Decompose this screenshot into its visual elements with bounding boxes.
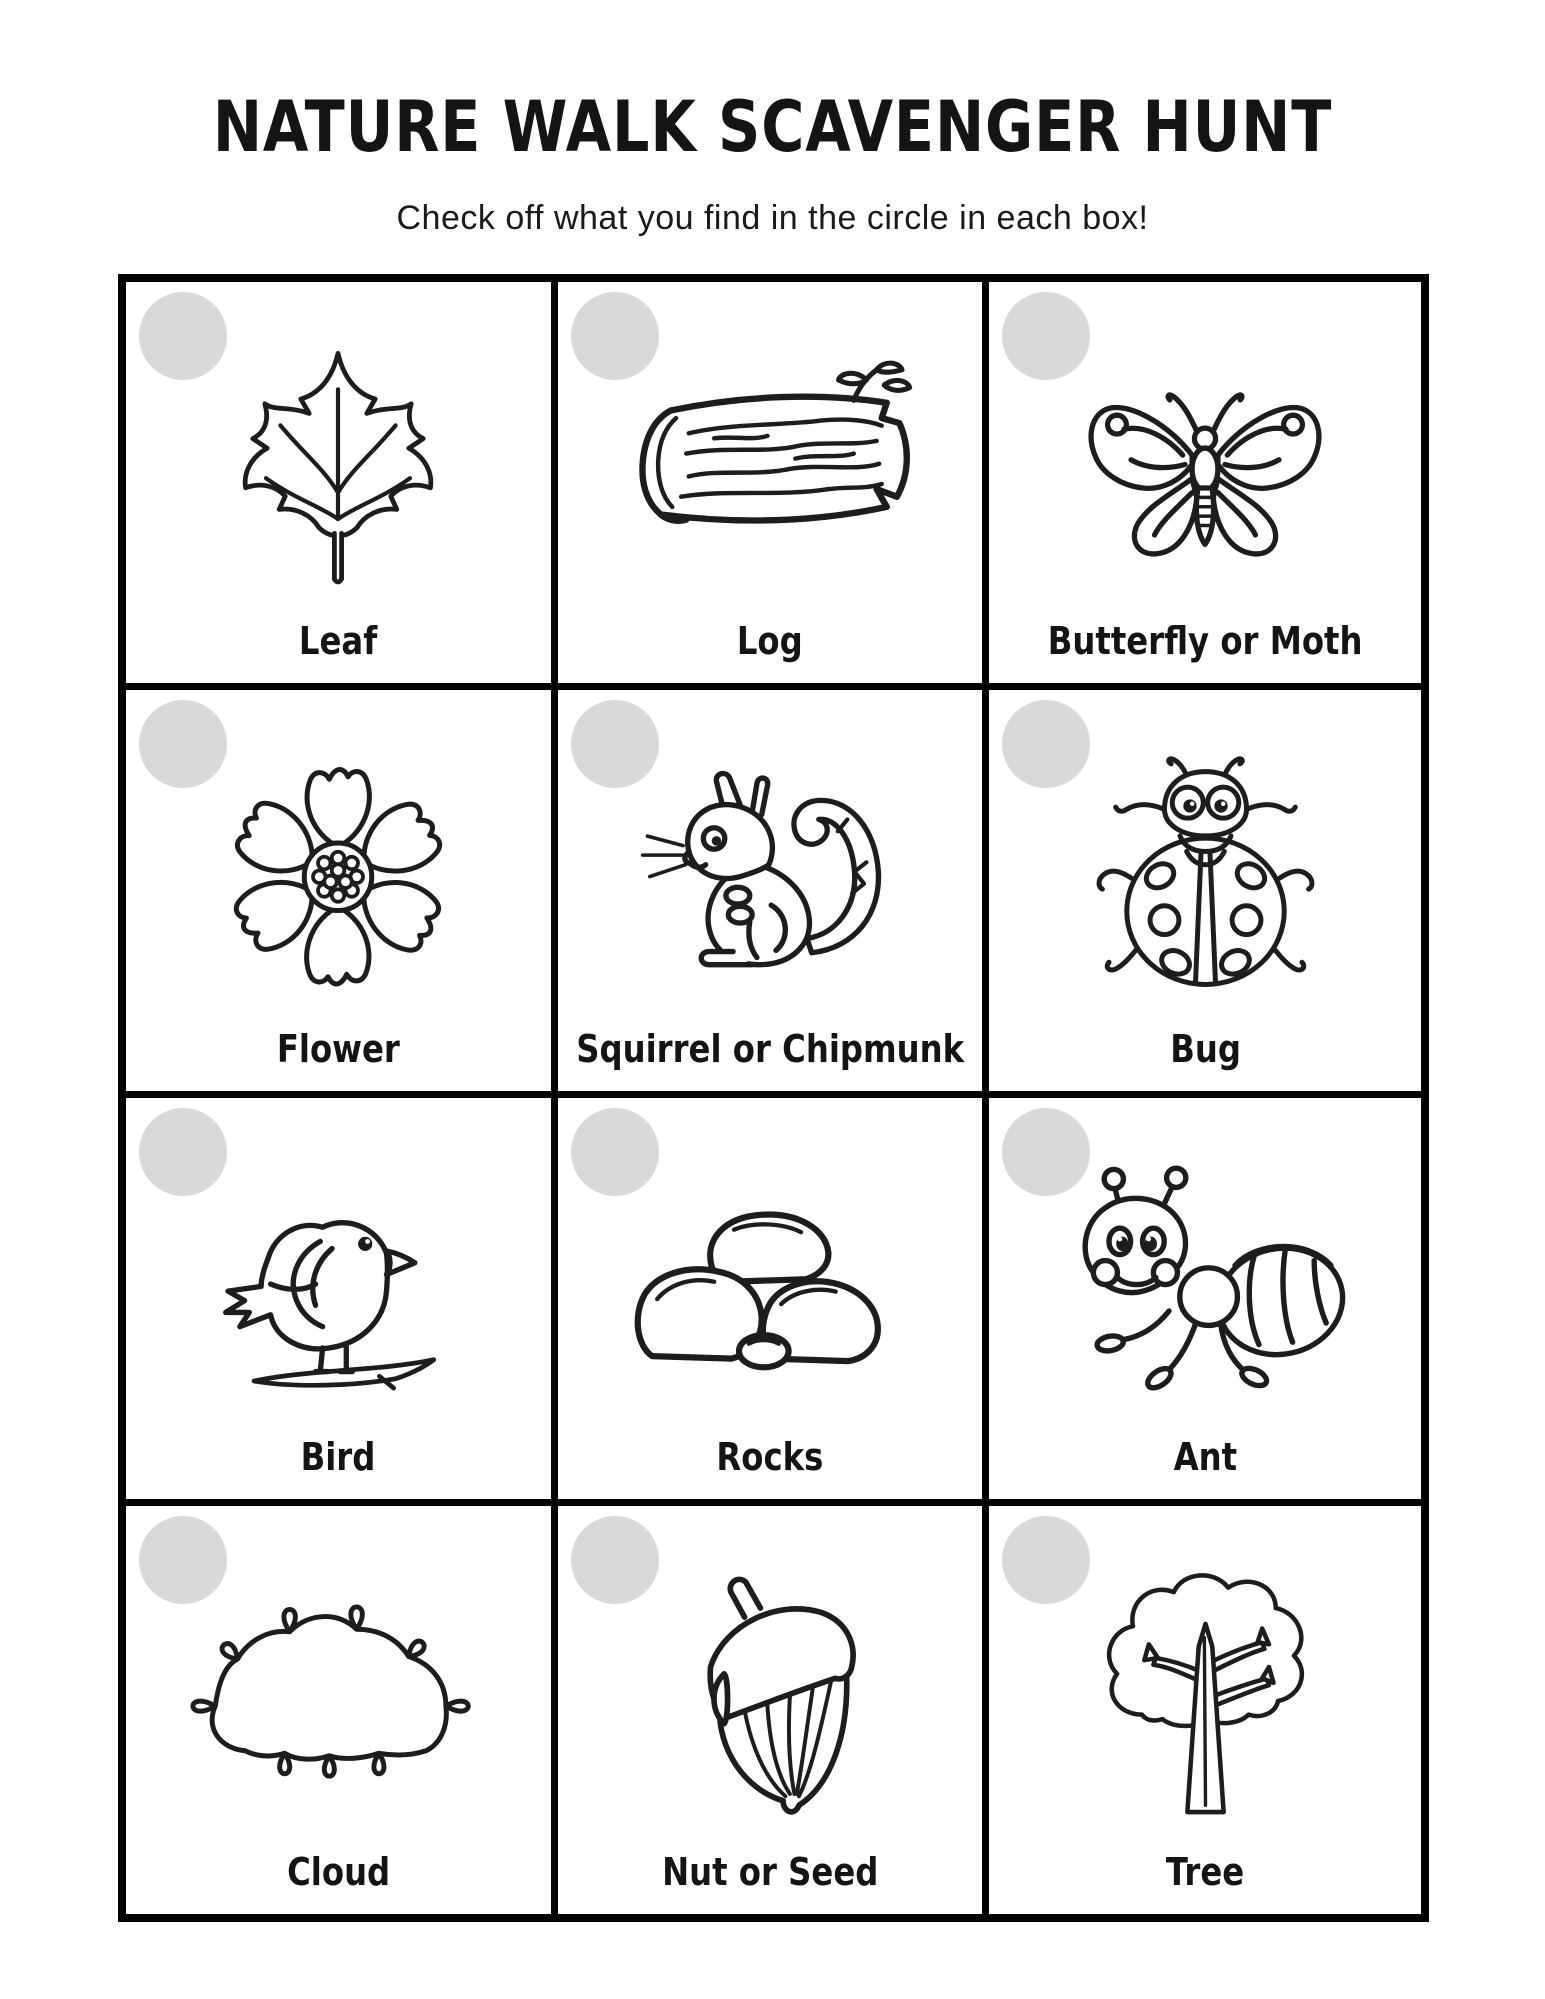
scavenger-cell (558, 690, 990, 1098)
item-label: Squirrel or Chipmunk (576, 1027, 964, 1072)
item-label: Bug (1169, 1027, 1241, 1072)
scavenger-cell (558, 1506, 990, 1914)
item-label: Cloud (286, 1850, 390, 1895)
page-title: NATURE WALK SCAVENGER HUNT (212, 86, 1333, 168)
item-label: Ant (1173, 1435, 1237, 1480)
scavenger-grid (118, 274, 1429, 1922)
check-circle[interactable] (571, 700, 659, 788)
scavenger-cell (989, 690, 1421, 1098)
scavenger-cell (558, 1098, 990, 1506)
check-circle[interactable] (1002, 700, 1090, 788)
scavenger-cell (989, 1506, 1421, 1914)
check-circle[interactable] (571, 1516, 659, 1604)
item-label: Log (737, 619, 803, 664)
check-circle[interactable] (1002, 1516, 1090, 1604)
scavenger-cell (126, 1098, 558, 1506)
scavenger-cell (989, 1098, 1421, 1506)
check-circle[interactable] (571, 292, 659, 380)
item-label: Butterfly or Moth (1047, 619, 1363, 664)
scavenger-cell (558, 282, 990, 690)
item-label: Flower (276, 1027, 400, 1072)
item-label: Nut or Seed (661, 1850, 879, 1895)
item-label: Leaf (299, 619, 378, 664)
page-subtitle: Check off what you find in the circle in each box! (396, 199, 1149, 237)
item-label: Rocks (716, 1435, 824, 1480)
check-circle[interactable] (571, 1108, 659, 1196)
check-circle[interactable] (139, 292, 227, 380)
item-label: Tree (1166, 1850, 1245, 1895)
scavenger-cell (126, 1506, 558, 1914)
scavenger-cell (989, 282, 1421, 690)
check-circle[interactable] (139, 700, 227, 788)
check-circle[interactable] (1002, 292, 1090, 380)
scavenger-cell (126, 282, 558, 690)
check-circle[interactable] (1002, 1108, 1090, 1196)
scavenger-cell (126, 690, 558, 1098)
item-label: Bird (300, 1435, 376, 1480)
check-circle[interactable] (139, 1108, 227, 1196)
check-circle[interactable] (139, 1516, 227, 1604)
